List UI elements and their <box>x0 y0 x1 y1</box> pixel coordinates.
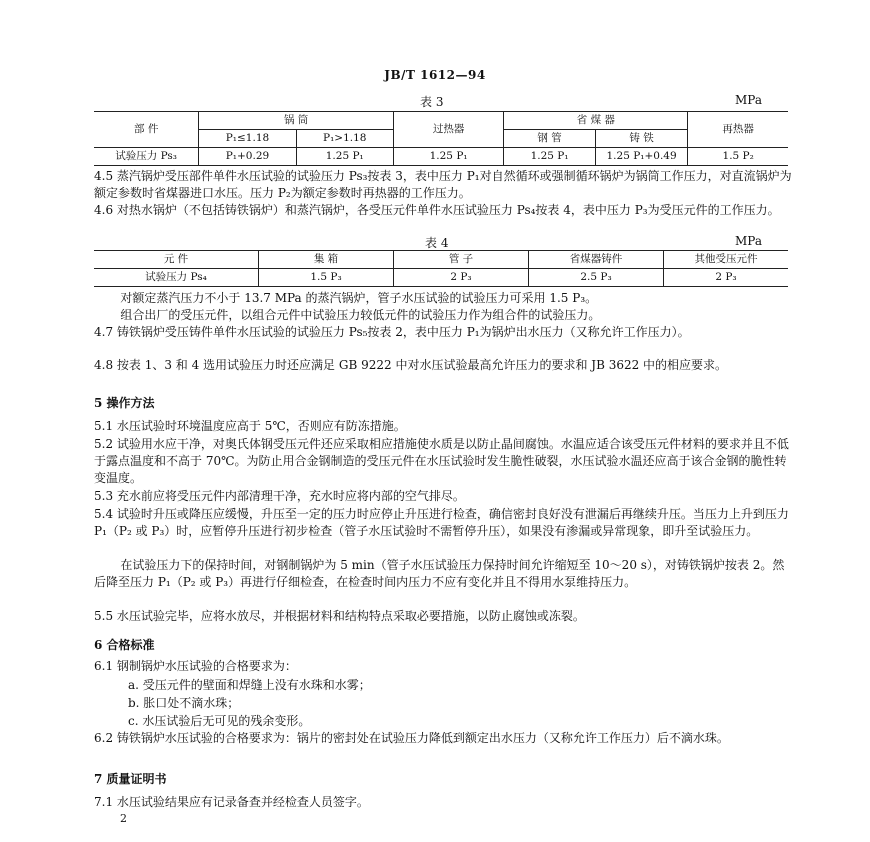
table4 <box>94 250 788 287</box>
t4-cell: 1.5 P₃ <box>259 269 394 287</box>
section-7-heading: 7 质量证明书 <box>94 772 167 786</box>
page-number: 2 <box>120 812 127 825</box>
t4-row-label: 试验压力 Ps₄ <box>94 269 259 287</box>
t3-header-reheater: 再热器 <box>688 112 788 148</box>
list-item-c: c. 水压试验后无可见的残余变形。 <box>128 714 311 728</box>
list-item-a: a. 受压元件的壁面和焊缝上没有水珠和水雾； <box>128 678 371 692</box>
para-5-3: 5.3 充水前应将受压元件内部清理干净，充水时应将内部的空气排尽。 <box>94 489 465 503</box>
t3-cell: 1.5 P₂ <box>688 148 788 166</box>
t3-cell: 1.25 P₁+0.49 <box>595 148 688 166</box>
para-after-table4-a: 对额定蒸汽压力不小于 13.7 MPa 的蒸汽锅炉，管子水压试验的试验压力可采用 1.5 P₃。 <box>120 291 598 305</box>
section-6-heading: 6 合格标准 <box>94 638 155 652</box>
para-5-4: 5.4 试验时升压或降压应缓慢，升压至一定的压力时应停止升压进行检查，确信密封良好没有泄漏后再继续升压。当压力上升到压力 P₁（P₂ 或 P₃）时，应暂停升压进行初步检查（管子水压试验时不需暂停升压），如果没有渗漏或异常现象，即升至试验压力。 <box>94 507 789 538</box>
para-6-2: 6.2 铸铁锅炉水压试验的合格要求为：锅片的密封处在试验压力降低到额定出水压力（又称允许工作压力）后不滴水珠。 <box>94 731 729 745</box>
section-5-heading: 5 操作方法 <box>94 396 155 410</box>
t3-header-drum-high: P₁>1.18 <box>296 130 393 148</box>
table4-unit: MPa <box>735 234 762 248</box>
table3 <box>94 111 788 166</box>
t3-row-label: 试验压力 Ps₃ <box>94 148 199 166</box>
standard-number-header: JB/T 1612—94 <box>384 68 486 82</box>
para-4-5: 4.5 蒸汽锅炉受压部件单件水压试验的试验压力 Ps₃按表 3，表中压力 P₁对自然循环或强制循环锅炉为锅筒工作压力，对直流锅炉为额定参数时省煤器进口水压。压力 P₂为额定参数时再热器的工作压力。 <box>94 169 792 200</box>
t4-cell: 2 P₃ <box>394 269 529 287</box>
para-5-5: 5.5 水压试验完毕，应将水放尽，并根据材料和结构特点采取必要措施，以防止腐蚀或冻裂。 <box>94 609 585 623</box>
t3-cell: 1.25 P₁ <box>393 148 503 166</box>
t4-header: 集 箱 <box>259 251 394 269</box>
t4-cell: 2 P₃ <box>664 269 789 287</box>
para-4-6: 4.6 对热水锅炉（不包括铸铁锅炉）和蒸汽锅炉，各受压元件单件水压试验压力 Ps₄按表 4，表中压力 P₃为受压元件的工作压力。 <box>94 203 780 217</box>
table3-caption: 表 3 <box>420 95 444 109</box>
table3-unit: MPa <box>735 93 762 107</box>
t3-header-economizer: 省 煤 器 <box>504 112 688 130</box>
list-item-b: b. 胀口处不滴水珠； <box>128 696 240 710</box>
para-5-1: 5.1 水压试验时环境温度应高于 5℃，否则应有防冻措施。 <box>94 419 406 433</box>
para-4-8: 4.8 按表 1、3 和 4 选用试验压力时还应满足 GB 9222 中对水压试验最高允许压力的要求和 JB 3622 中的相应要求。 <box>94 358 728 372</box>
para-5-4-hold: 在试验压力下的保持时间，对钢制锅炉为 5 min（管子水压试验压力保持时间允许缩短至 10～20 s），对铸铁锅炉按表 2。然后降至压力 P₁（P₂ 或 P₃）再进行仔细检查，在检查时间内压力不应有变化并且不得用水泵维持压力。 <box>94 558 785 589</box>
para-after-table4-b: 组合出厂的受压元件，以组合元件中试验压力较低元件的试验压力作为组合件的试验压力。 <box>120 308 601 322</box>
t4-header: 管 子 <box>394 251 529 269</box>
t4-header: 省煤器铸件 <box>529 251 664 269</box>
t3-cell: 1.25 P₁ <box>504 148 595 166</box>
para-4-7: 4.7 铸铁锅炉受压铸件单件水压试验的试验压力 Ps₅按表 2，表中压力 P₁为锅炉出水压力（又称允许工作压力）。 <box>94 325 690 339</box>
t3-header-component: 部 件 <box>94 112 199 148</box>
t3-header-superheater: 过热器 <box>393 112 503 148</box>
t3-header-eco-iron: 铸 铁 <box>595 130 688 148</box>
t4-cell: 2.5 P₃ <box>529 269 664 287</box>
t3-header-drum: 锅 筒 <box>199 112 394 130</box>
para-7-1: 7.1 水压试验结果应有记录备查并经检查人员签字。 <box>94 795 369 809</box>
para-5-2: 5.2 试验用水应干净，对奥氏体钢受压元件还应采取相应措施使水质是以防止晶间腐蚀。水温应适合该受压元件材料的要求并且不低于露点温度和不高于 70℃。为防止用合金钢制造的受压元件在水压试验时发生脆性破裂，水压试验水温还应高于该合金钢的脆性转变温度。 <box>94 437 789 485</box>
table4-caption: 表 4 <box>425 236 449 250</box>
t3-header-drum-low: P₁≤1.18 <box>199 130 296 148</box>
t3-header-eco-steel: 钢 管 <box>504 130 595 148</box>
para-6-1: 6.1 钢制锅炉水压试验的合格要求为： <box>94 659 297 673</box>
t3-cell: 1.25 P₁ <box>296 148 393 166</box>
t4-header: 元 件 <box>94 251 259 269</box>
t3-cell: P₁+0.29 <box>199 148 296 166</box>
t4-header: 其他受压元件 <box>664 251 789 269</box>
